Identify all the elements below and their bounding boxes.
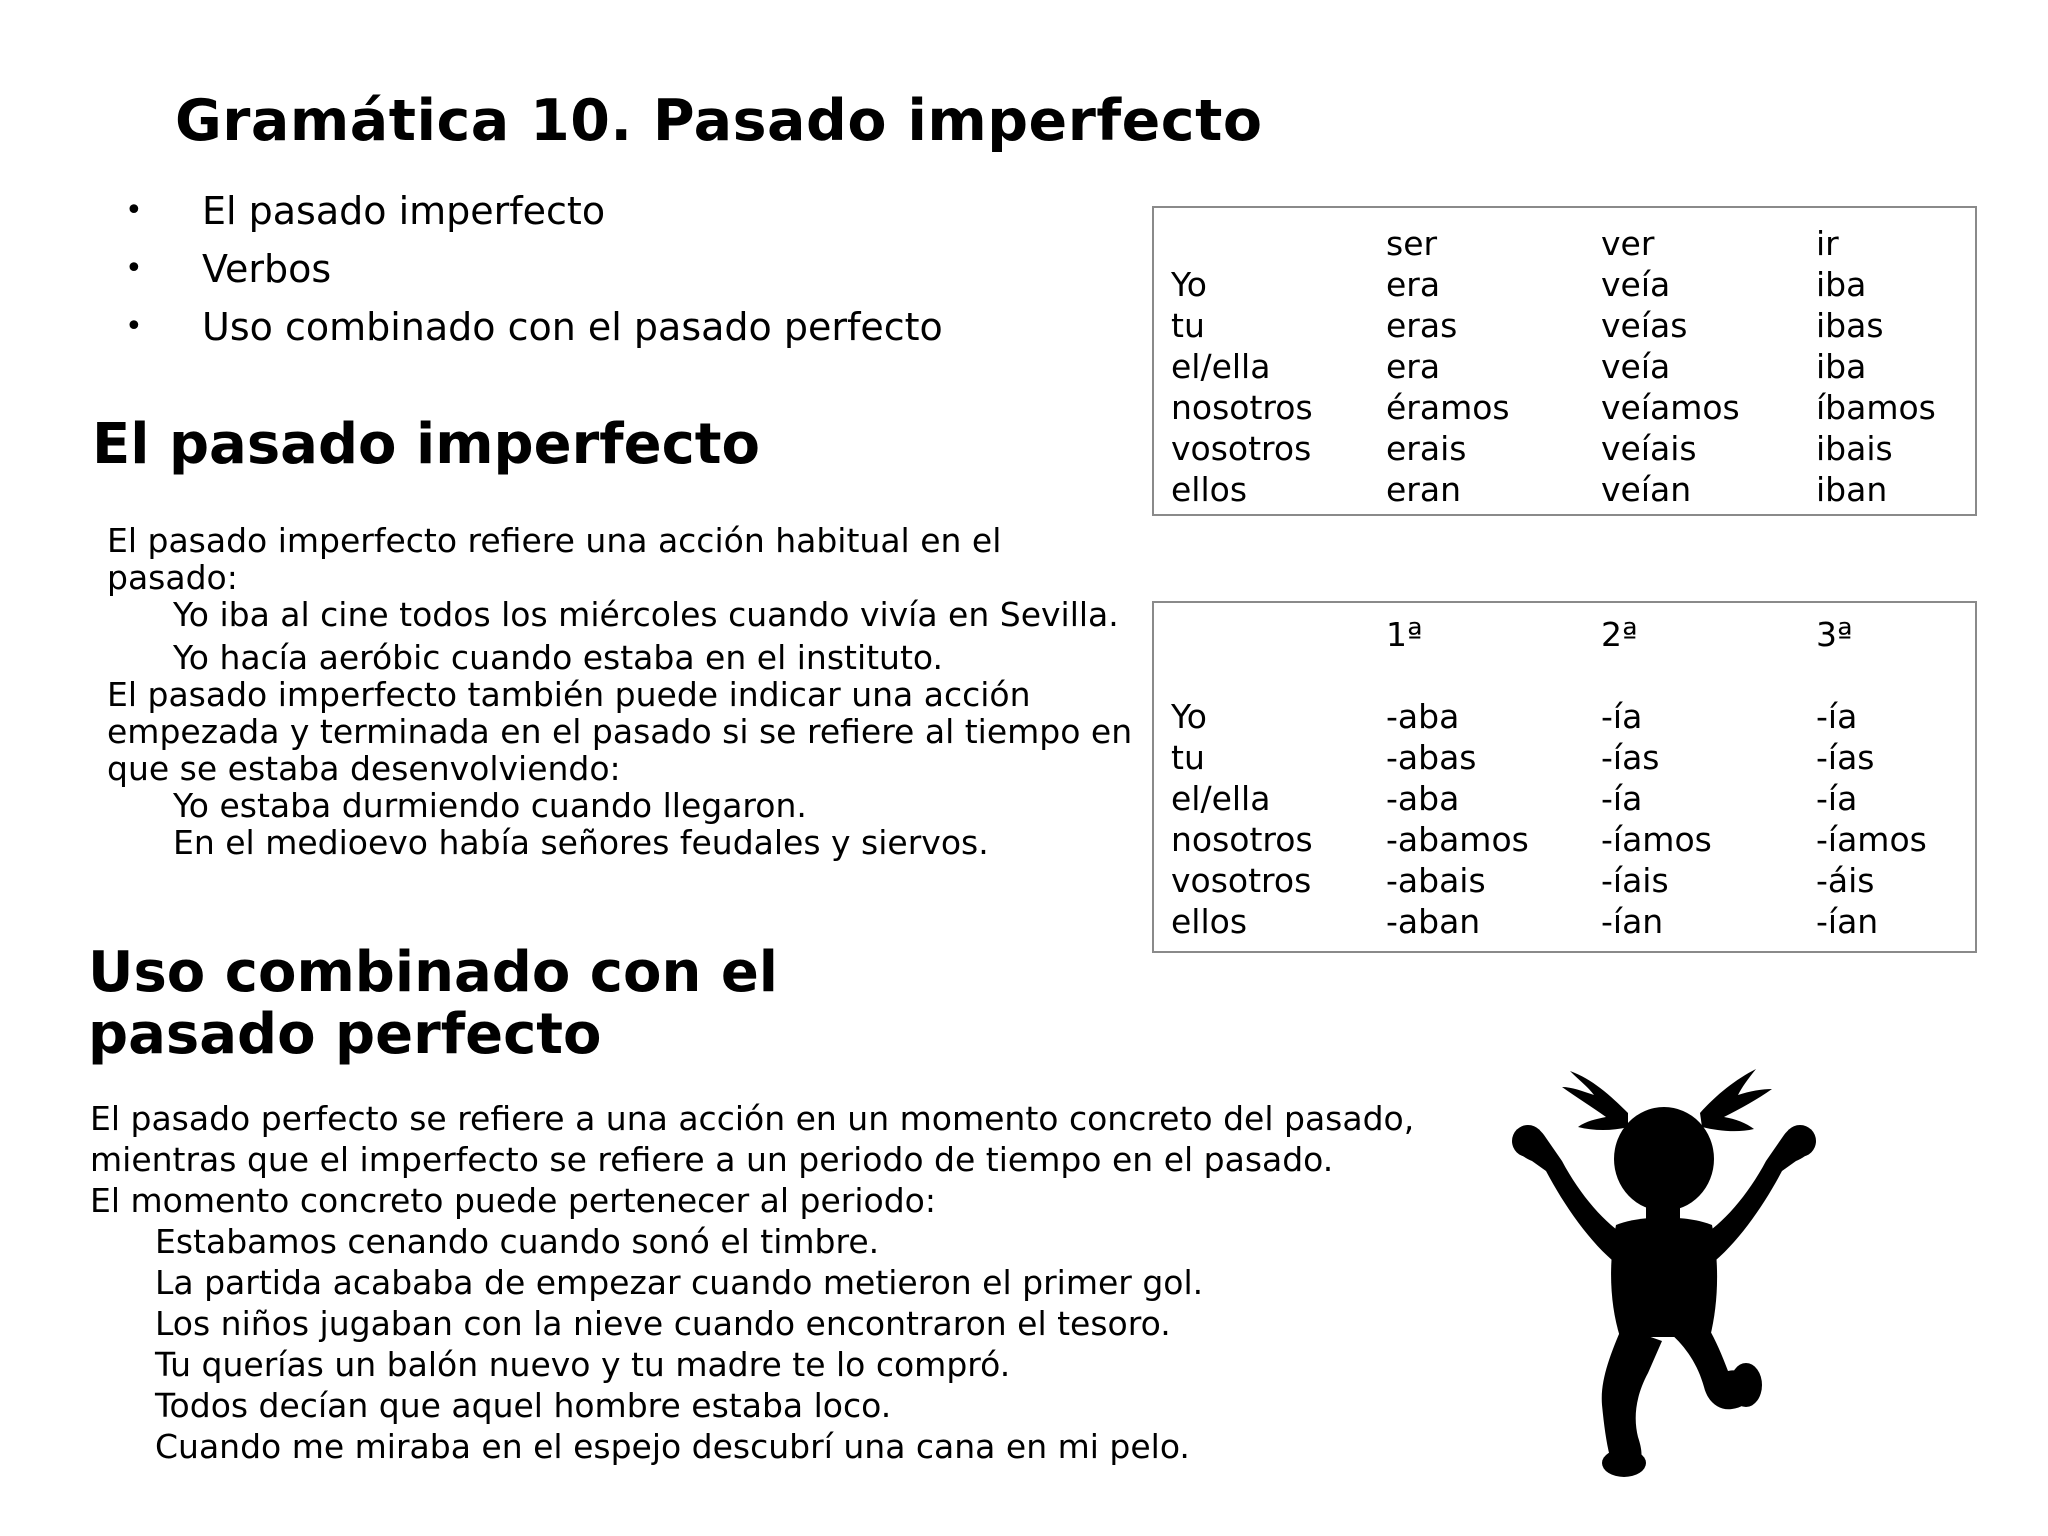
table-cell: -ías: [1601, 738, 1660, 777]
table-header-cell: 2ª: [1601, 615, 1638, 654]
table-cell: -íamos: [1601, 820, 1712, 859]
table-spacer-row: [1171, 655, 1966, 696]
table-cell: veíais: [1601, 429, 1697, 468]
table-cell: iba: [1816, 265, 1867, 304]
table-cell: veía: [1601, 347, 1671, 386]
example-sentence: Tu querías un balón nuevo y tu madre te lo compró.: [155, 1345, 1011, 1384]
section-heading-imperfecto: El pasado imperfecto: [92, 412, 761, 477]
example-sentence: La partida acababa de empezar cuando metieron el primer gol.: [155, 1263, 1204, 1302]
table-cell: -abais: [1386, 861, 1486, 900]
topic-item: • El pasado imperfecto: [125, 182, 943, 240]
text-line: pasado:: [107, 558, 238, 597]
text-line: El momento concreto puede pertenecer al periodo:: [90, 1181, 936, 1220]
page-title: Gramática 10. Pasado imperfecto: [175, 88, 1263, 154]
imperfecto-explanation: [107, 522, 1132, 861]
table-header-cell: ir: [1816, 224, 1839, 263]
pronoun-cell: ellos: [1171, 902, 1248, 941]
table-cell: -ía: [1816, 779, 1858, 818]
table-cell: veíamos: [1601, 388, 1740, 427]
table-header-cell: ver: [1601, 224, 1655, 263]
example-sentence: En el medioevo había señores feudales y siervos.: [173, 823, 989, 862]
table-row: [1171, 901, 1966, 942]
example-sentence: Yo estaba durmiendo cuando llegaron.: [173, 786, 807, 825]
table-cell: -ían: [1601, 902, 1664, 941]
text-line: mientras que el imperfecto se refiere a un periodo de tiempo en el pasado.: [90, 1140, 1334, 1179]
table-cell: éramos: [1386, 388, 1510, 427]
table-header-row: [1171, 223, 1966, 264]
topic-item: • Uso combinado con el pasado perfecto: [125, 298, 943, 356]
text-line: El pasado imperfecto refiere una acción habitual en el: [107, 521, 1002, 560]
example-sentence: Los niños jugaban con la nieve cuando encontraron el tesoro.: [155, 1304, 1171, 1343]
text-line: El pasado imperfecto también puede indicar una acción: [107, 675, 1031, 714]
example-sentence: Cuando me miraba en el espejo descubrí una cana en mi pelo.: [155, 1427, 1190, 1466]
table-cell: -ían: [1816, 902, 1879, 941]
text-line: que se estaba desenvolviendo:: [107, 749, 621, 788]
pronoun-cell: nosotros: [1171, 388, 1313, 427]
table-cell: -abas: [1386, 738, 1477, 777]
table-row: [1171, 778, 1966, 819]
table-header-cell: 3ª: [1816, 615, 1853, 654]
text-line: El pasado perfecto se refiere a una acción en un momento concreto del pasado,: [90, 1099, 1415, 1138]
table-row: [1171, 387, 1966, 428]
example-sentence: Todos decían que aquel hombre estaba loco.: [155, 1386, 892, 1425]
heading-line: Uso combinado con el: [88, 940, 778, 1005]
table-cell: -íamos: [1816, 820, 1927, 859]
pronoun-cell: tu: [1171, 306, 1205, 345]
table-cell: -ía: [1816, 697, 1858, 736]
table-cell: -ías: [1816, 738, 1875, 777]
heading-line: pasado perfecto: [88, 1002, 602, 1067]
table-cell: veías: [1601, 306, 1688, 345]
pronoun-cell: Yo: [1171, 265, 1207, 304]
irregular-verbs-table-box: [1152, 206, 1977, 516]
table-row: [1171, 305, 1966, 346]
pronoun-cell: el/ella: [1171, 779, 1271, 818]
table-header-cell: ser: [1386, 224, 1438, 263]
topic-item: • Verbos: [125, 240, 943, 298]
table-header-cell: 1ª: [1386, 615, 1423, 654]
table-cell: -aban: [1386, 902, 1481, 941]
table-cell: erais: [1386, 429, 1467, 468]
pronoun-cell: Yo: [1171, 697, 1207, 736]
table-cell: -abamos: [1386, 820, 1529, 859]
regular-endings-table-box: [1152, 601, 1977, 953]
table-row: [1171, 469, 1966, 510]
table-cell: ibas: [1816, 306, 1884, 345]
table-row: [1171, 819, 1966, 860]
table-row: [1171, 696, 1966, 737]
table-row: [1171, 860, 1966, 901]
table-header-cell: [1171, 223, 1386, 264]
table-cell: era: [1386, 347, 1441, 386]
section-heading-combinado: [88, 942, 778, 1066]
combinado-explanation: [90, 1098, 1414, 1467]
table-cell: -ía: [1601, 779, 1643, 818]
table-cell: ibais: [1816, 429, 1893, 468]
table-cell: -aba: [1386, 779, 1460, 818]
pronoun-cell: el/ella: [1171, 347, 1271, 386]
topic-list: [125, 182, 943, 356]
text-line: empezada y terminada en el pasado si se refiere al tiempo en: [107, 712, 1133, 751]
table-cell: era: [1386, 265, 1441, 304]
table-cell: -ía: [1601, 697, 1643, 736]
table-cell: -aba: [1386, 697, 1460, 736]
table-row: [1171, 264, 1966, 305]
example-sentence: Estabamos cenando cuando sonó el timbre.: [155, 1222, 880, 1261]
pronoun-cell: vosotros: [1171, 861, 1312, 900]
table-cell: veía: [1601, 265, 1671, 304]
pronoun-cell: nosotros: [1171, 820, 1313, 859]
example-sentence: Yo hacía aeróbic cuando estaba en el instituto.: [173, 638, 944, 677]
table-header-row: [1171, 614, 1966, 655]
table-cell: veían: [1601, 470, 1692, 509]
table-row: [1171, 346, 1966, 387]
pronoun-cell: ellos: [1171, 470, 1248, 509]
pronoun-cell: tu: [1171, 738, 1205, 777]
table-header-cell: [1171, 614, 1386, 655]
irregular-verbs-table: [1171, 223, 1966, 510]
regular-endings-table: [1171, 614, 1966, 942]
table-cell: iban: [1816, 470, 1888, 509]
table-row: [1171, 428, 1966, 469]
pronoun-cell: vosotros: [1171, 429, 1312, 468]
table-cell: iba: [1816, 347, 1867, 386]
table-cell: -áis: [1816, 861, 1875, 900]
jumping-girl-silhouette-icon: [1510, 1065, 1840, 1480]
table-cell: eran: [1386, 470, 1462, 509]
table-cell: eras: [1386, 306, 1458, 345]
table-cell: íbamos: [1816, 388, 1936, 427]
example-sentence: Yo iba al cine todos los miércoles cuando vivía en Sevilla.: [173, 595, 1119, 634]
table-row: [1171, 737, 1966, 778]
table-cell: -íais: [1601, 861, 1669, 900]
